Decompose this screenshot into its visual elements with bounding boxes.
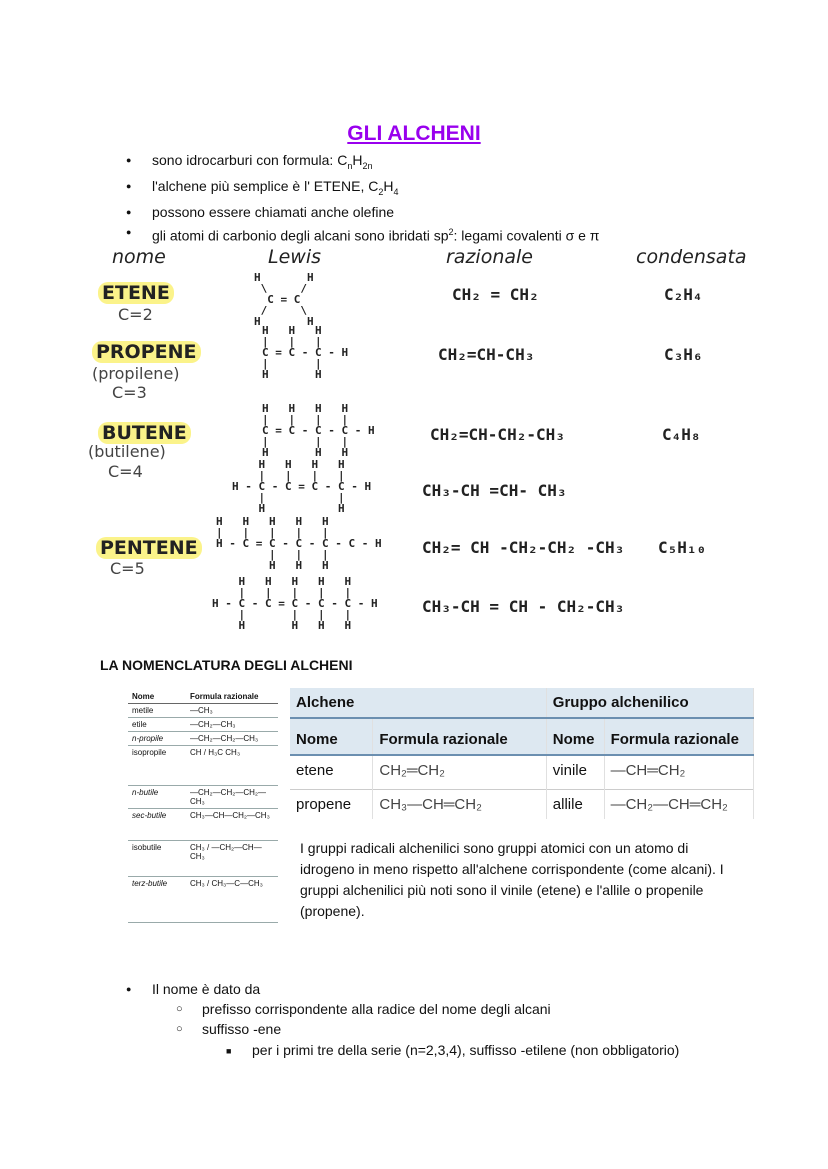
table-cell: —CH₂—CH₃	[186, 718, 278, 732]
list-item: ■ per i primi tre della serie (n=2,3,4), suffisso -etilene (non obbligatorio)	[226, 1040, 679, 1060]
row-propene-c: C=3	[112, 383, 147, 402]
row-butene-sub: (butilene)	[88, 442, 166, 461]
condensata-pentene: C₅H₁₀	[658, 538, 707, 557]
header-lewis: Lewis	[268, 246, 321, 268]
row-propene-name: PROPENE	[92, 341, 201, 363]
row-etene-name: ETENE	[98, 282, 174, 304]
table-cell: allile	[546, 789, 604, 819]
table-cell: —CH₂—CH₂—CH₂—CH₃	[186, 786, 278, 809]
table-row	[128, 877, 278, 923]
row-propene-sub: (propilene)	[92, 364, 180, 383]
razionale-pentene-1: CH₂= CH -CH₂-CH₂ -CH₃	[422, 538, 625, 557]
row-pentene-c: C=5	[110, 559, 145, 578]
row-butene-name: BUTENE	[98, 422, 191, 444]
intro-list	[126, 150, 599, 245]
section-title: LA NOMENCLATURA DEGLI ALCHENI	[100, 657, 353, 673]
razionale-propene: CH₂=CH-CH₃	[438, 345, 535, 364]
table-cell: etene	[290, 755, 373, 789]
table-cell: —CH₂—CH═CH₂	[604, 789, 753, 819]
table-cell: propene	[290, 789, 373, 819]
table-group-alchene: Alchene	[290, 688, 546, 718]
table-cell: sec-butile	[128, 809, 186, 841]
row-pentene-name: PENTENE	[96, 537, 202, 559]
table-cell: terz-butile	[128, 877, 186, 923]
table-cell: —CH₃	[186, 704, 278, 718]
lewis-pentene-2: H H H H H | | | | | H - C - C = C - C - C - H | | | | H H H H	[212, 575, 378, 632]
alkene-table	[290, 688, 754, 819]
razionale-butene-2: CH₃-CH =CH- CH₃	[422, 481, 567, 500]
row-etene-c: C=2	[118, 305, 153, 324]
table-cell: n-propile	[128, 732, 186, 746]
table-cell: n-butile	[128, 786, 186, 809]
table-cell: CH₃ / —CH₂—CH—CH₃	[186, 841, 278, 877]
table-row	[128, 786, 278, 809]
table-header: Nome	[546, 718, 604, 755]
razionale-butene-1: CH₂=CH-CH₂-CH₃	[430, 425, 565, 444]
table-header: Formula razionale	[604, 718, 753, 755]
table-header-row	[290, 718, 754, 755]
list-item: ● l'alchene più semplice è l' ETENE, $C_2H_4$	[126, 176, 599, 202]
table-group-row	[290, 688, 754, 718]
table-row	[128, 718, 278, 732]
lewis-etene: H H \ / C = C / \ H H	[254, 271, 314, 328]
table-row	[290, 789, 754, 819]
header-condensata: condensata	[636, 246, 747, 268]
table-group-alchenilico: Gruppo alchenilico	[546, 688, 753, 718]
table-header: Nome	[128, 690, 186, 704]
table-cell: isobutile	[128, 841, 186, 877]
condensata-propene: C₃H₆	[664, 345, 703, 364]
table-header: Formula razionale	[373, 718, 546, 755]
list-item: ● sono idrocarburi con formula: $C_nH_{2n}$	[126, 150, 599, 176]
row-butene-c: C=4	[108, 462, 143, 481]
naming-sublist	[176, 999, 551, 1039]
table-row	[128, 704, 278, 718]
table-cell: —CH₂—CH₂—CH₃	[186, 732, 278, 746]
alkyl-table	[128, 690, 278, 923]
table-cell: metile	[128, 704, 186, 718]
table-cell: etile	[128, 718, 186, 732]
lewis-butene-1: H H H H | | | | C = C - C - C - H | | | H H H	[262, 402, 375, 459]
table-cell: CH / H₃C CH₃	[186, 746, 278, 786]
paragraph: I gruppi radicali alchenilici sono gruppi atomici con un atomo di idrogeno in meno rispetto all'alchene corrispondente (come alcani). I gruppi alchenilici più noti sono il vinile (etene) e l'allile o propenile (propene).	[300, 840, 724, 919]
list-item: ○ prefisso corrispondente alla radice del nome degli alcani	[176, 999, 551, 1019]
razionale-pentene-2: CH₃-CH = CH - CH₂-CH₃	[422, 597, 625, 616]
list-item: ● Il nome è dato da	[126, 979, 260, 999]
list-item: ○ suffisso -ene	[176, 1019, 551, 1039]
header-razionale: razionale	[446, 246, 533, 268]
table-row	[128, 746, 278, 786]
table-row	[290, 755, 754, 789]
table-cell: CH₂═CH₂	[373, 755, 546, 789]
naming-list	[126, 979, 260, 999]
table-header: Formula razionale	[186, 690, 278, 704]
razionale-etene: CH₂ = CH₂	[452, 285, 539, 304]
table-cell: CH₃—CH—CH₂—CH₃	[186, 809, 278, 841]
page-title: GLI ALCHENI	[347, 122, 481, 145]
naming-subsublist	[226, 1040, 679, 1060]
table-row	[128, 732, 278, 746]
table-cell: CH₃ / CH₃—C—CH₃	[186, 877, 278, 923]
table-header: Nome	[290, 718, 373, 755]
condensata-butene: C₄H₈	[662, 425, 701, 444]
table-cell: —CH═CH₂	[604, 755, 753, 789]
lewis-butene-2: H H H H | | | | H - C - C = C - C - H | | H H	[232, 458, 372, 515]
table-cell: isopropile	[128, 746, 186, 786]
table-header-row	[128, 690, 278, 704]
table-cell: vinile	[546, 755, 604, 789]
list-item: ● possono essere chiamati anche olefine	[126, 202, 599, 222]
table-cell: CH₃—CH═CH₂	[373, 789, 546, 819]
table-row	[128, 809, 278, 841]
condensata-etene: C₂H₄	[664, 285, 703, 304]
table-row	[128, 841, 278, 877]
lewis-pentene-1: H H H H H | | | | | H - C = C - C - C - C - H | | | H H H	[216, 515, 382, 572]
list-item: ● gli atomi di carbonio degli alcani sono ibridati $sp^2$: legami covalenti σ e π	[126, 222, 599, 246]
lewis-propene: H H H | | | C = C - C - H | | H H	[262, 324, 349, 381]
header-nome: nome	[112, 246, 166, 268]
